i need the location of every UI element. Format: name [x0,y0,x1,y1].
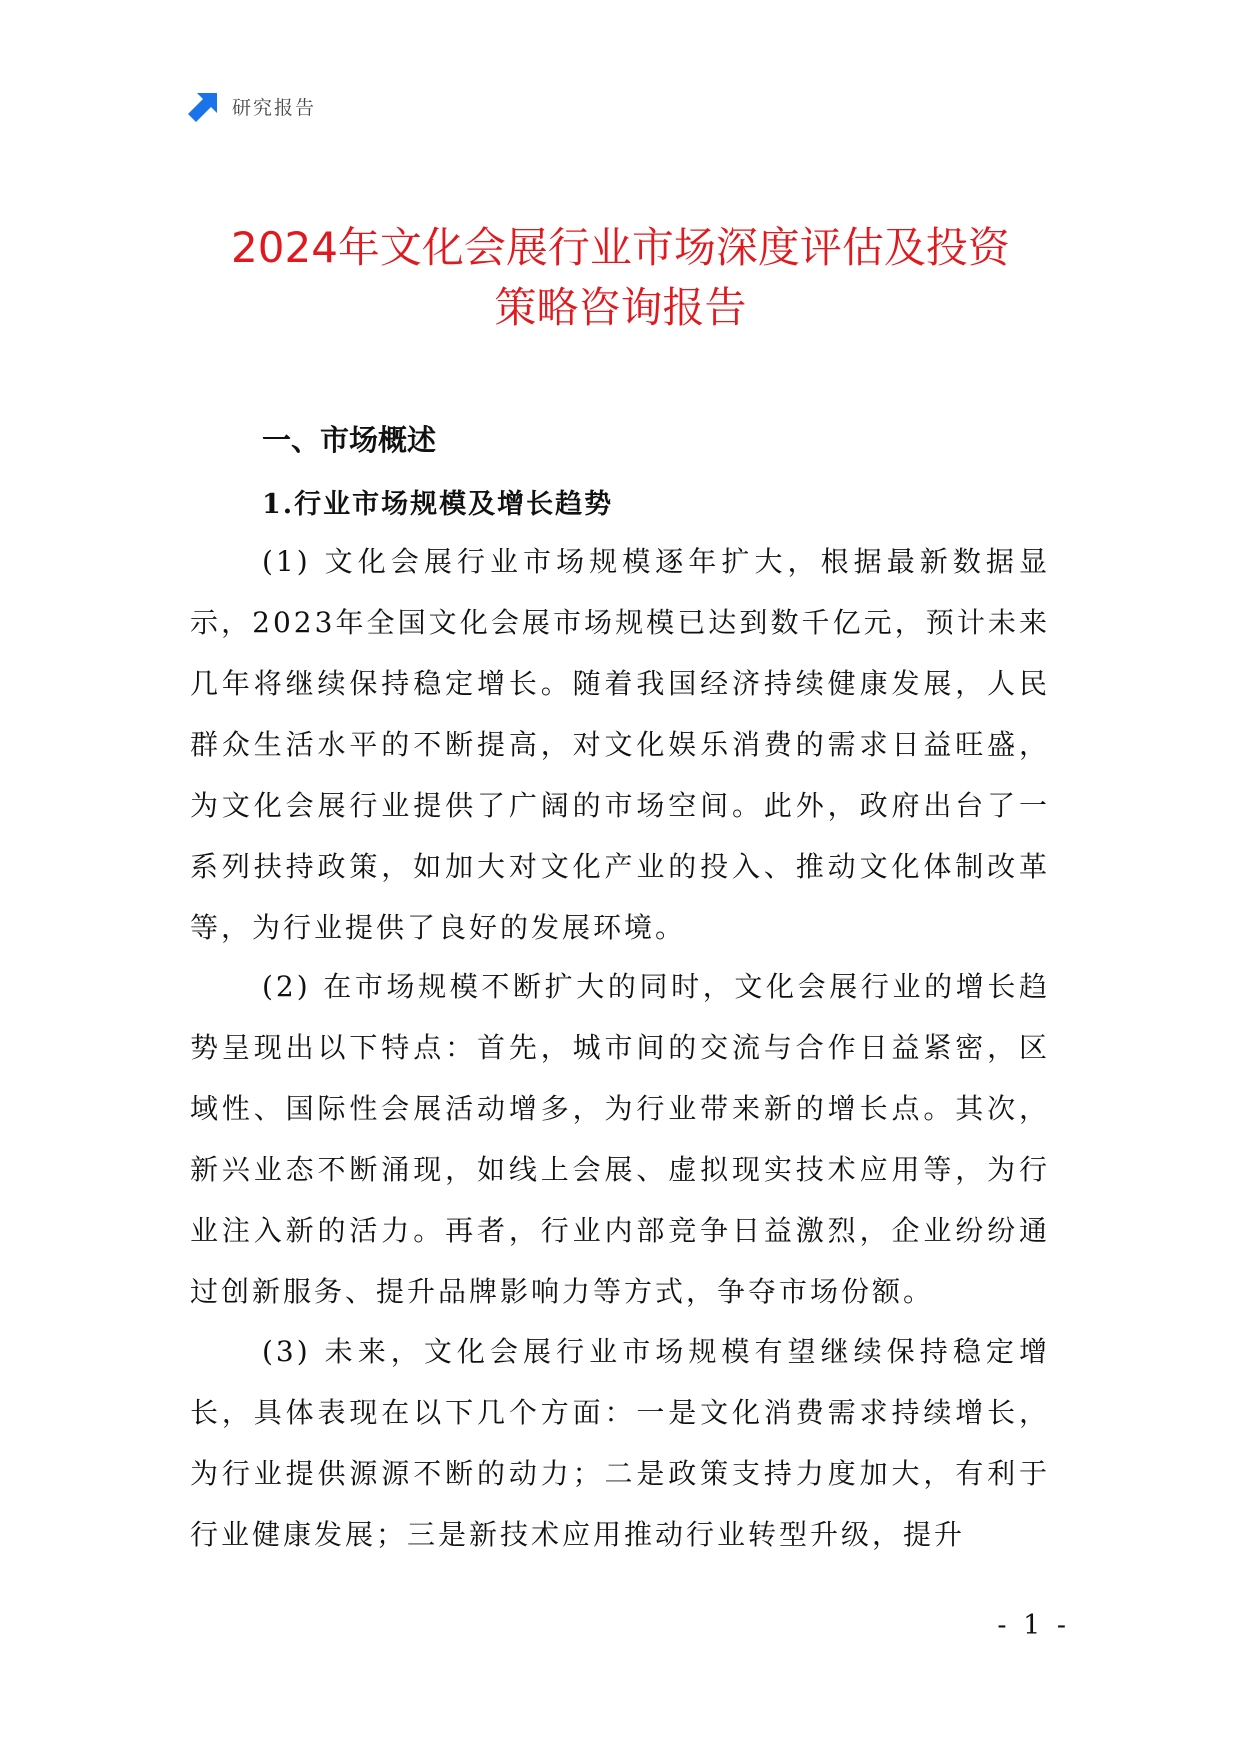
body-paragraph-2: (2) 在市场规模不断扩大的同时，文化会展行业的增长趋势呈现出以下特点：首先，城市间的交流与合作日益紧密，区域性、国际性会展活动增多，为行业带来新的增长点。其次，新兴业态不断涌现，如线上会展、虚拟现实技术应用等，为行业注入新的活力。再者，行业内部竞争日益激烈，企业纷纷通过创新服务、提升品牌影响力等方式，争夺市场份额。 [190,970,1050,1308]
body-paragraph-3: (3) 未来，文化会展行业市场规模有望继续保持稳定增长，具体表现在以下几个方面：一是文化消费需求持续增长，为行业提供源源不断的动力；二是政策支持力度加大，有利于行业健康发展；三是新技术应用推动行业转型升级，提升 [190,1335,1050,1551]
body-paragraph-1: (1) 文化会展行业市场规模逐年扩大，根据最新数据显示，2023年全国文化会展市场规模已达到数千亿元，预计未来几年将继续保持稳定增长。随着我国经济持续健康发展，人民群众生活水平的不断提高，对文化娱乐消费的需求日益旺盛，为文化会展行业提供了广阔的市场空间。此外，政府出台了一系列扶持政策，如加大对文化产业的投入、推动文化体制改革等，为行业提供了良好的发展环境。 [190,545,1050,944]
page-header [188,88,316,124]
section-heading: 一、市场概述 [262,423,437,457]
header-label: 研究报告 [232,96,317,119]
sub-heading: 1.行业市场规模及增长趋势 [262,489,614,520]
title-line-1: 2024年文化会展行业市场深度评估及投资 [231,223,1010,272]
arrow-up-right-icon [188,90,220,122]
page-number: - 1 - [997,1610,1070,1641]
document-title [120,218,1121,338]
title-line-2: 策略咨询报告 [494,283,747,332]
